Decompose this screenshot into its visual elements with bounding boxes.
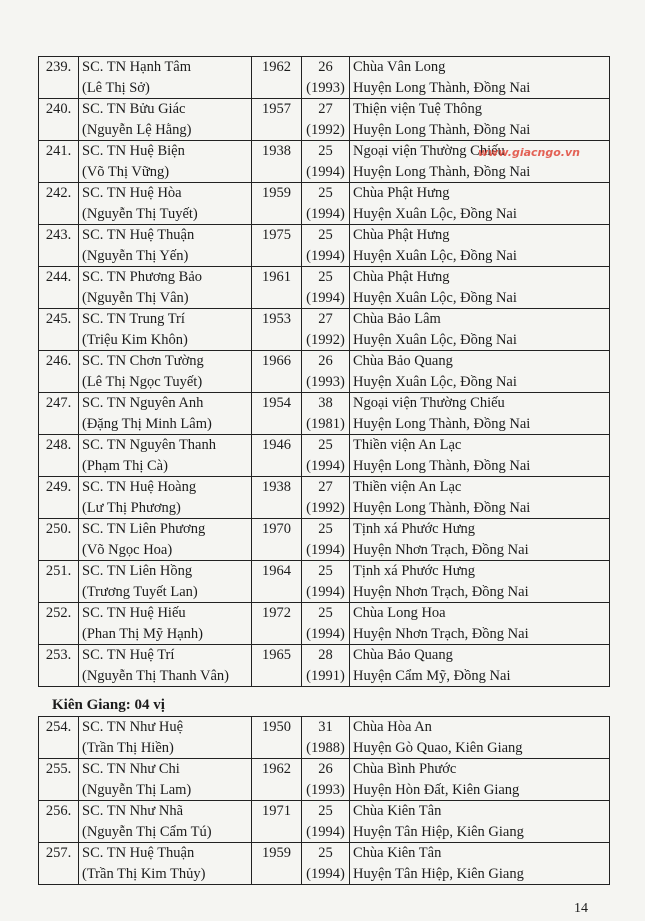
ordination-age: 25: [318, 845, 333, 861]
ordination-cell: [302, 717, 350, 759]
dharma-name: SC. TN Như Nhã: [82, 803, 184, 819]
ordination-cell: [302, 393, 350, 435]
ordination-year: (1991): [306, 667, 345, 684]
dharma-name: SC. TN Nguyên Thanh: [82, 437, 216, 453]
ordination-age: 25: [318, 437, 333, 453]
table-row: [39, 435, 610, 477]
row-number-text: 247.: [45, 395, 72, 411]
name-cell: [79, 561, 252, 603]
dharma-name: SC. TN Như Chi: [82, 761, 180, 777]
temple-location: Huyện Hòn Đất, Kiên Giang: [353, 781, 520, 798]
lay-name: (Lư Thị Phương): [82, 499, 181, 516]
ordination-year: (1994): [306, 541, 345, 558]
name-cell: [79, 435, 252, 477]
row-number-text: 245.: [45, 311, 72, 327]
lay-name: (Võ Ngọc Hoa): [82, 541, 173, 558]
birth-year-cell: [252, 477, 302, 519]
ordination-cell: [302, 561, 350, 603]
lay-name: (Nguyễn Thị Thanh Vân): [82, 667, 229, 684]
temple-location: Huyện Long Thành, Đồng Nai: [353, 79, 531, 96]
table-row: [39, 801, 610, 843]
ordination-age: 25: [318, 605, 333, 621]
birth-year: 1966: [262, 353, 291, 369]
birth-year-cell: [252, 801, 302, 843]
row-number-text: 255.: [45, 761, 72, 777]
ordination-cell: [302, 645, 350, 687]
lay-name: (Nguyễn Thị Vân): [82, 289, 189, 306]
row-number-text: 257.: [45, 845, 72, 861]
ordination-year: (1992): [306, 499, 345, 516]
lay-name: (Trần Thị Hiền): [82, 739, 174, 756]
temple-name: Chùa Phật Hưng: [353, 227, 450, 243]
dharma-name: SC. TN Huệ Hòa: [82, 185, 182, 201]
ordination-year: (1988): [306, 739, 345, 756]
row-number-text: 254.: [45, 719, 72, 735]
ordination-year: (1994): [306, 823, 345, 840]
watermark-text: www.giacngo.vn: [478, 146, 580, 159]
name-cell: [79, 183, 252, 225]
name-cell: [79, 717, 252, 759]
temple-location: Huyện Tân Hiệp, Kiên Giang: [353, 823, 524, 840]
name-cell: [79, 141, 252, 183]
birth-year-cell: [252, 141, 302, 183]
birth-year-cell: [252, 225, 302, 267]
ordination-age: 25: [318, 143, 333, 159]
temple-cell: [350, 393, 610, 435]
dharma-name: SC. TN Hạnh Tâm: [82, 59, 192, 75]
temple-location: Huyện Xuân Lộc, Đồng Nai: [353, 247, 517, 264]
temple-location: Huyện Cẩm Mỹ, Đồng Nai: [353, 667, 511, 684]
birth-year: 1975: [262, 227, 291, 243]
ordination-year: (1981): [306, 415, 345, 432]
name-cell: [79, 645, 252, 687]
table-row: [39, 309, 610, 351]
name-cell: [79, 603, 252, 645]
row-number: [39, 267, 79, 309]
ordination-year: (1993): [306, 781, 345, 798]
row-number-text: 252.: [45, 605, 72, 621]
temple-name: Chùa Phật Hưng: [353, 185, 450, 201]
row-number: [39, 801, 79, 843]
ordination-year: (1994): [306, 625, 345, 642]
temple-cell: [350, 183, 610, 225]
dharma-name: SC. TN Huệ Hoàng: [82, 479, 197, 495]
temple-location: Huyện Xuân Lộc, Đồng Nai: [353, 331, 517, 348]
ordination-cell: [302, 435, 350, 477]
birth-year-cell: [252, 267, 302, 309]
birth-year-cell: [252, 519, 302, 561]
ordination-age: 27: [318, 479, 333, 495]
name-cell: [79, 99, 252, 141]
row-number-text: 249.: [45, 479, 72, 495]
temple-location: Huyện Long Thành, Đồng Nai: [353, 163, 531, 180]
ordination-cell: [302, 843, 350, 885]
table-row: [39, 477, 610, 519]
ordination-cell: [302, 801, 350, 843]
temple-name: Tịnh xá Phước Hưng: [353, 521, 476, 537]
ordination-age: 25: [318, 521, 333, 537]
row-number-text: 239.: [45, 59, 72, 75]
lay-name: (Phan Thị Mỹ Hạnh): [82, 625, 203, 642]
row-number-text: 251.: [45, 563, 72, 579]
birth-year: 1971: [262, 803, 291, 819]
row-number: [39, 759, 79, 801]
temple-name: Thiện viện Tuệ Thông: [353, 101, 483, 117]
temple-cell: [350, 843, 610, 885]
ordination-age: 25: [318, 803, 333, 819]
birth-year: 1962: [262, 761, 291, 777]
ordination-year: (1992): [306, 331, 345, 348]
temple-name: Ngoại viện Thường Chiếu: [353, 395, 505, 411]
lay-name: (Triệu Kim Khôn): [82, 331, 188, 348]
birth-year-cell: [252, 603, 302, 645]
table-row: [39, 393, 610, 435]
dharma-name: SC. TN Như Huệ: [82, 719, 184, 735]
temple-name: Chùa Vân Long: [353, 59, 446, 75]
table-row: [39, 645, 610, 687]
name-cell: [79, 843, 252, 885]
temple-location: Huyện Tân Hiệp, Kiên Giang: [353, 865, 524, 882]
ordination-age: 26: [318, 353, 333, 369]
temple-name: Chùa Bảo Quang: [353, 647, 453, 663]
birth-year-cell: [252, 843, 302, 885]
lay-name: (Lê Thị Sở): [82, 79, 150, 96]
temple-location: Huyện Long Thành, Đồng Nai: [353, 121, 531, 138]
temple-name: Chùa Phật Hưng: [353, 269, 450, 285]
temple-name: Chùa Hòa An: [353, 719, 432, 735]
birth-year: 1938: [262, 479, 291, 495]
ordination-age: 25: [318, 563, 333, 579]
birth-year: 1962: [262, 59, 291, 75]
dharma-name: SC. TN Huệ Trí: [82, 647, 175, 663]
ordination-cell: [302, 477, 350, 519]
temple-location: Huyện Nhơn Trạch, Đồng Nai: [353, 583, 529, 600]
lay-name: (Trương Tuyết Lan): [82, 583, 198, 600]
birth-year: 1950: [262, 719, 291, 735]
lay-name: (Phạm Thị Cà): [82, 457, 168, 474]
birth-year: 1965: [262, 647, 291, 663]
temple-name: Chùa Kiên Tân: [353, 803, 442, 819]
birth-year-cell: [252, 351, 302, 393]
ordination-age: 38: [318, 395, 333, 411]
birth-year: 1970: [262, 521, 291, 537]
temple-name: Chùa Bảo Quang: [353, 353, 453, 369]
name-cell: [79, 57, 252, 99]
row-number: [39, 603, 79, 645]
row-number: [39, 435, 79, 477]
lay-name: (Nguyễn Thị Tuyết): [82, 205, 198, 222]
row-number: [39, 141, 79, 183]
temple-cell: [350, 477, 610, 519]
ordination-year: (1994): [306, 583, 345, 600]
birth-year-cell: [252, 99, 302, 141]
birth-year-cell: [252, 435, 302, 477]
birth-year-cell: [252, 717, 302, 759]
ordination-age: 27: [318, 101, 333, 117]
ordination-age: 25: [318, 227, 333, 243]
name-cell: [79, 351, 252, 393]
birth-year: 1946: [262, 437, 291, 453]
temple-name: Chùa Bình Phước: [353, 761, 457, 777]
temple-name: Chùa Long Hoa: [353, 605, 446, 621]
temple-name: Ngoại viện Thường Chiếu: [353, 143, 505, 159]
birth-year: 1959: [262, 185, 291, 201]
temple-location: Huyện Long Thành, Đồng Nai: [353, 499, 531, 516]
ordination-age: 25: [318, 269, 333, 285]
temple-cell: [350, 351, 610, 393]
table-row: [39, 351, 610, 393]
name-cell: [79, 267, 252, 309]
temple-cell: [350, 759, 610, 801]
temple-cell: [350, 57, 610, 99]
ordination-age: 26: [318, 59, 333, 75]
lay-name: (Nguyễn Lệ Hằng): [82, 121, 192, 138]
ordination-cell: [302, 351, 350, 393]
dharma-name: SC. TN Trung Trí: [82, 311, 185, 327]
ordination-cell: [302, 309, 350, 351]
birth-year-cell: [252, 759, 302, 801]
name-cell: [79, 309, 252, 351]
ordination-age: 27: [318, 311, 333, 327]
ordination-cell: [302, 603, 350, 645]
name-cell: [79, 801, 252, 843]
temple-cell: [350, 309, 610, 351]
dharma-name: SC. TN Huệ Biện: [82, 143, 185, 159]
ordination-age: 28: [318, 647, 333, 663]
temple-cell: [350, 519, 610, 561]
birth-year: 1959: [262, 845, 291, 861]
temple-cell: [350, 603, 610, 645]
table-row: [39, 519, 610, 561]
dharma-name: SC. TN Liên Hồng: [82, 563, 193, 579]
dharma-name: SC. TN Phương Bảo: [82, 269, 203, 285]
birth-year: 1972: [262, 605, 291, 621]
birth-year: 1964: [262, 563, 291, 579]
ordination-cell: [302, 759, 350, 801]
temple-location: Huyện Long Thành, Đồng Nai: [353, 457, 531, 474]
temple-location: Huyện Long Thành, Đồng Nai: [353, 415, 531, 432]
dharma-name: SC. TN Huệ Thuận: [82, 227, 195, 243]
name-cell: [79, 477, 252, 519]
ordination-year: (1994): [306, 865, 345, 882]
row-number: [39, 843, 79, 885]
ordination-year: (1994): [306, 457, 345, 474]
temple-name: Chùa Bảo Lâm: [353, 311, 441, 327]
ordination-year: (1993): [306, 79, 345, 96]
lay-name: (Nguyễn Thị Cẩm Tú): [82, 823, 212, 840]
birth-year: 1957: [262, 101, 291, 117]
table-row: [39, 759, 610, 801]
temple-cell: [350, 267, 610, 309]
table-row: [39, 99, 610, 141]
ordination-year: (1994): [306, 163, 345, 180]
temple-location: Huyện Xuân Lộc, Đồng Nai: [353, 289, 517, 306]
temple-cell: [350, 717, 610, 759]
ordination-year: (1992): [306, 121, 345, 138]
birth-year: 1961: [262, 269, 291, 285]
table-row: [39, 57, 610, 99]
table-row: [39, 561, 610, 603]
temple-location: Huyện Nhơn Trạch, Đồng Nai: [353, 541, 529, 558]
temple-cell: [350, 99, 610, 141]
name-cell: [79, 225, 252, 267]
row-number-text: 244.: [45, 269, 72, 285]
temple-name: Thiền viện An Lạc: [353, 437, 462, 453]
row-number-text: 242.: [45, 185, 72, 201]
temple-name: Tịnh xá Phước Hưng: [353, 563, 476, 579]
row-number: [39, 477, 79, 519]
birth-year-cell: [252, 645, 302, 687]
row-number-text: 250.: [45, 521, 72, 537]
row-number: [39, 225, 79, 267]
table-row: [39, 717, 610, 759]
row-number: [39, 561, 79, 603]
row-number: [39, 717, 79, 759]
table-row: [39, 603, 610, 645]
ordination-year: (1993): [306, 373, 345, 390]
ordination-age: 25: [318, 185, 333, 201]
table-row: [39, 843, 610, 885]
table-row: [39, 267, 610, 309]
temple-location: Huyện Nhơn Trạch, Đồng Nai: [353, 625, 529, 642]
row-number: [39, 351, 79, 393]
dharma-name: SC. TN Huệ Hiếu: [82, 605, 186, 621]
ordination-year: (1994): [306, 289, 345, 306]
ordination-age: 31: [318, 719, 333, 735]
name-cell: [79, 519, 252, 561]
dharma-name: SC. TN Huệ Thuận: [82, 845, 195, 861]
lay-name: (Lê Thị Ngọc Tuyết): [82, 373, 203, 390]
ordination-year: (1994): [306, 205, 345, 222]
row-number: [39, 393, 79, 435]
lay-name: (Đặng Thị Minh Lâm): [82, 415, 212, 432]
section-heading-kien-giang: Kiên Giang: 04 vị: [52, 697, 165, 713]
birth-year-cell: [252, 393, 302, 435]
temple-cell: [350, 801, 610, 843]
row-number-text: 256.: [45, 803, 72, 819]
row-number: [39, 519, 79, 561]
ordination-year: (1994): [306, 247, 345, 264]
dharma-name: SC. TN Bửu Giác: [82, 101, 186, 117]
row-number: [39, 309, 79, 351]
row-number-text: 253.: [45, 647, 72, 663]
birth-year-cell: [252, 183, 302, 225]
row-number: [39, 57, 79, 99]
name-cell: [79, 759, 252, 801]
kien-giang-table: [38, 716, 610, 885]
temple-location: Huyện Gò Quao, Kiên Giang: [353, 739, 523, 756]
dharma-name: SC. TN Nguyên Anh: [82, 395, 204, 411]
ordination-age: 26: [318, 761, 333, 777]
row-number-text: 246.: [45, 353, 72, 369]
temple-location: Huyện Xuân Lộc, Đồng Nai: [353, 373, 517, 390]
birth-year: 1954: [262, 395, 291, 411]
table-row: [39, 183, 610, 225]
lay-name: (Nguyễn Thị Lam): [82, 781, 192, 798]
table-row: [39, 225, 610, 267]
name-cell: [79, 393, 252, 435]
temple-cell: [350, 561, 610, 603]
dharma-name: SC. TN Chơn Tường: [82, 353, 204, 369]
ordination-cell: [302, 267, 350, 309]
birth-year: 1938: [262, 143, 291, 159]
birth-year: 1953: [262, 311, 291, 327]
lay-name: (Nguyễn Thị Yến): [82, 247, 189, 264]
row-number: [39, 99, 79, 141]
row-number-text: 241.: [45, 143, 72, 159]
ordination-cell: [302, 141, 350, 183]
lay-name: (Trần Thị Kim Thủy): [82, 865, 206, 882]
dharma-name: SC. TN Liên Phương: [82, 521, 206, 537]
temple-name: Chùa Kiên Tân: [353, 845, 442, 861]
temple-cell: [350, 645, 610, 687]
temple-cell: [350, 225, 610, 267]
temple-cell: [350, 435, 610, 477]
row-number: [39, 183, 79, 225]
birth-year-cell: [252, 309, 302, 351]
row-number-text: 240.: [45, 101, 72, 117]
ordination-cell: [302, 519, 350, 561]
ordination-cell: [302, 57, 350, 99]
birth-year-cell: [252, 57, 302, 99]
ordination-cell: [302, 99, 350, 141]
temple-location: Huyện Xuân Lộc, Đồng Nai: [353, 205, 517, 222]
row-number: [39, 645, 79, 687]
lay-name: (Võ Thị Vững): [82, 163, 170, 180]
row-number-text: 243.: [45, 227, 72, 243]
ordination-cell: [302, 225, 350, 267]
ordination-cell: [302, 183, 350, 225]
temple-name: Thiền viện An Lạc: [353, 479, 462, 495]
row-number-text: 248.: [45, 437, 72, 453]
birth-year-cell: [252, 561, 302, 603]
page-number: 14: [574, 901, 588, 916]
